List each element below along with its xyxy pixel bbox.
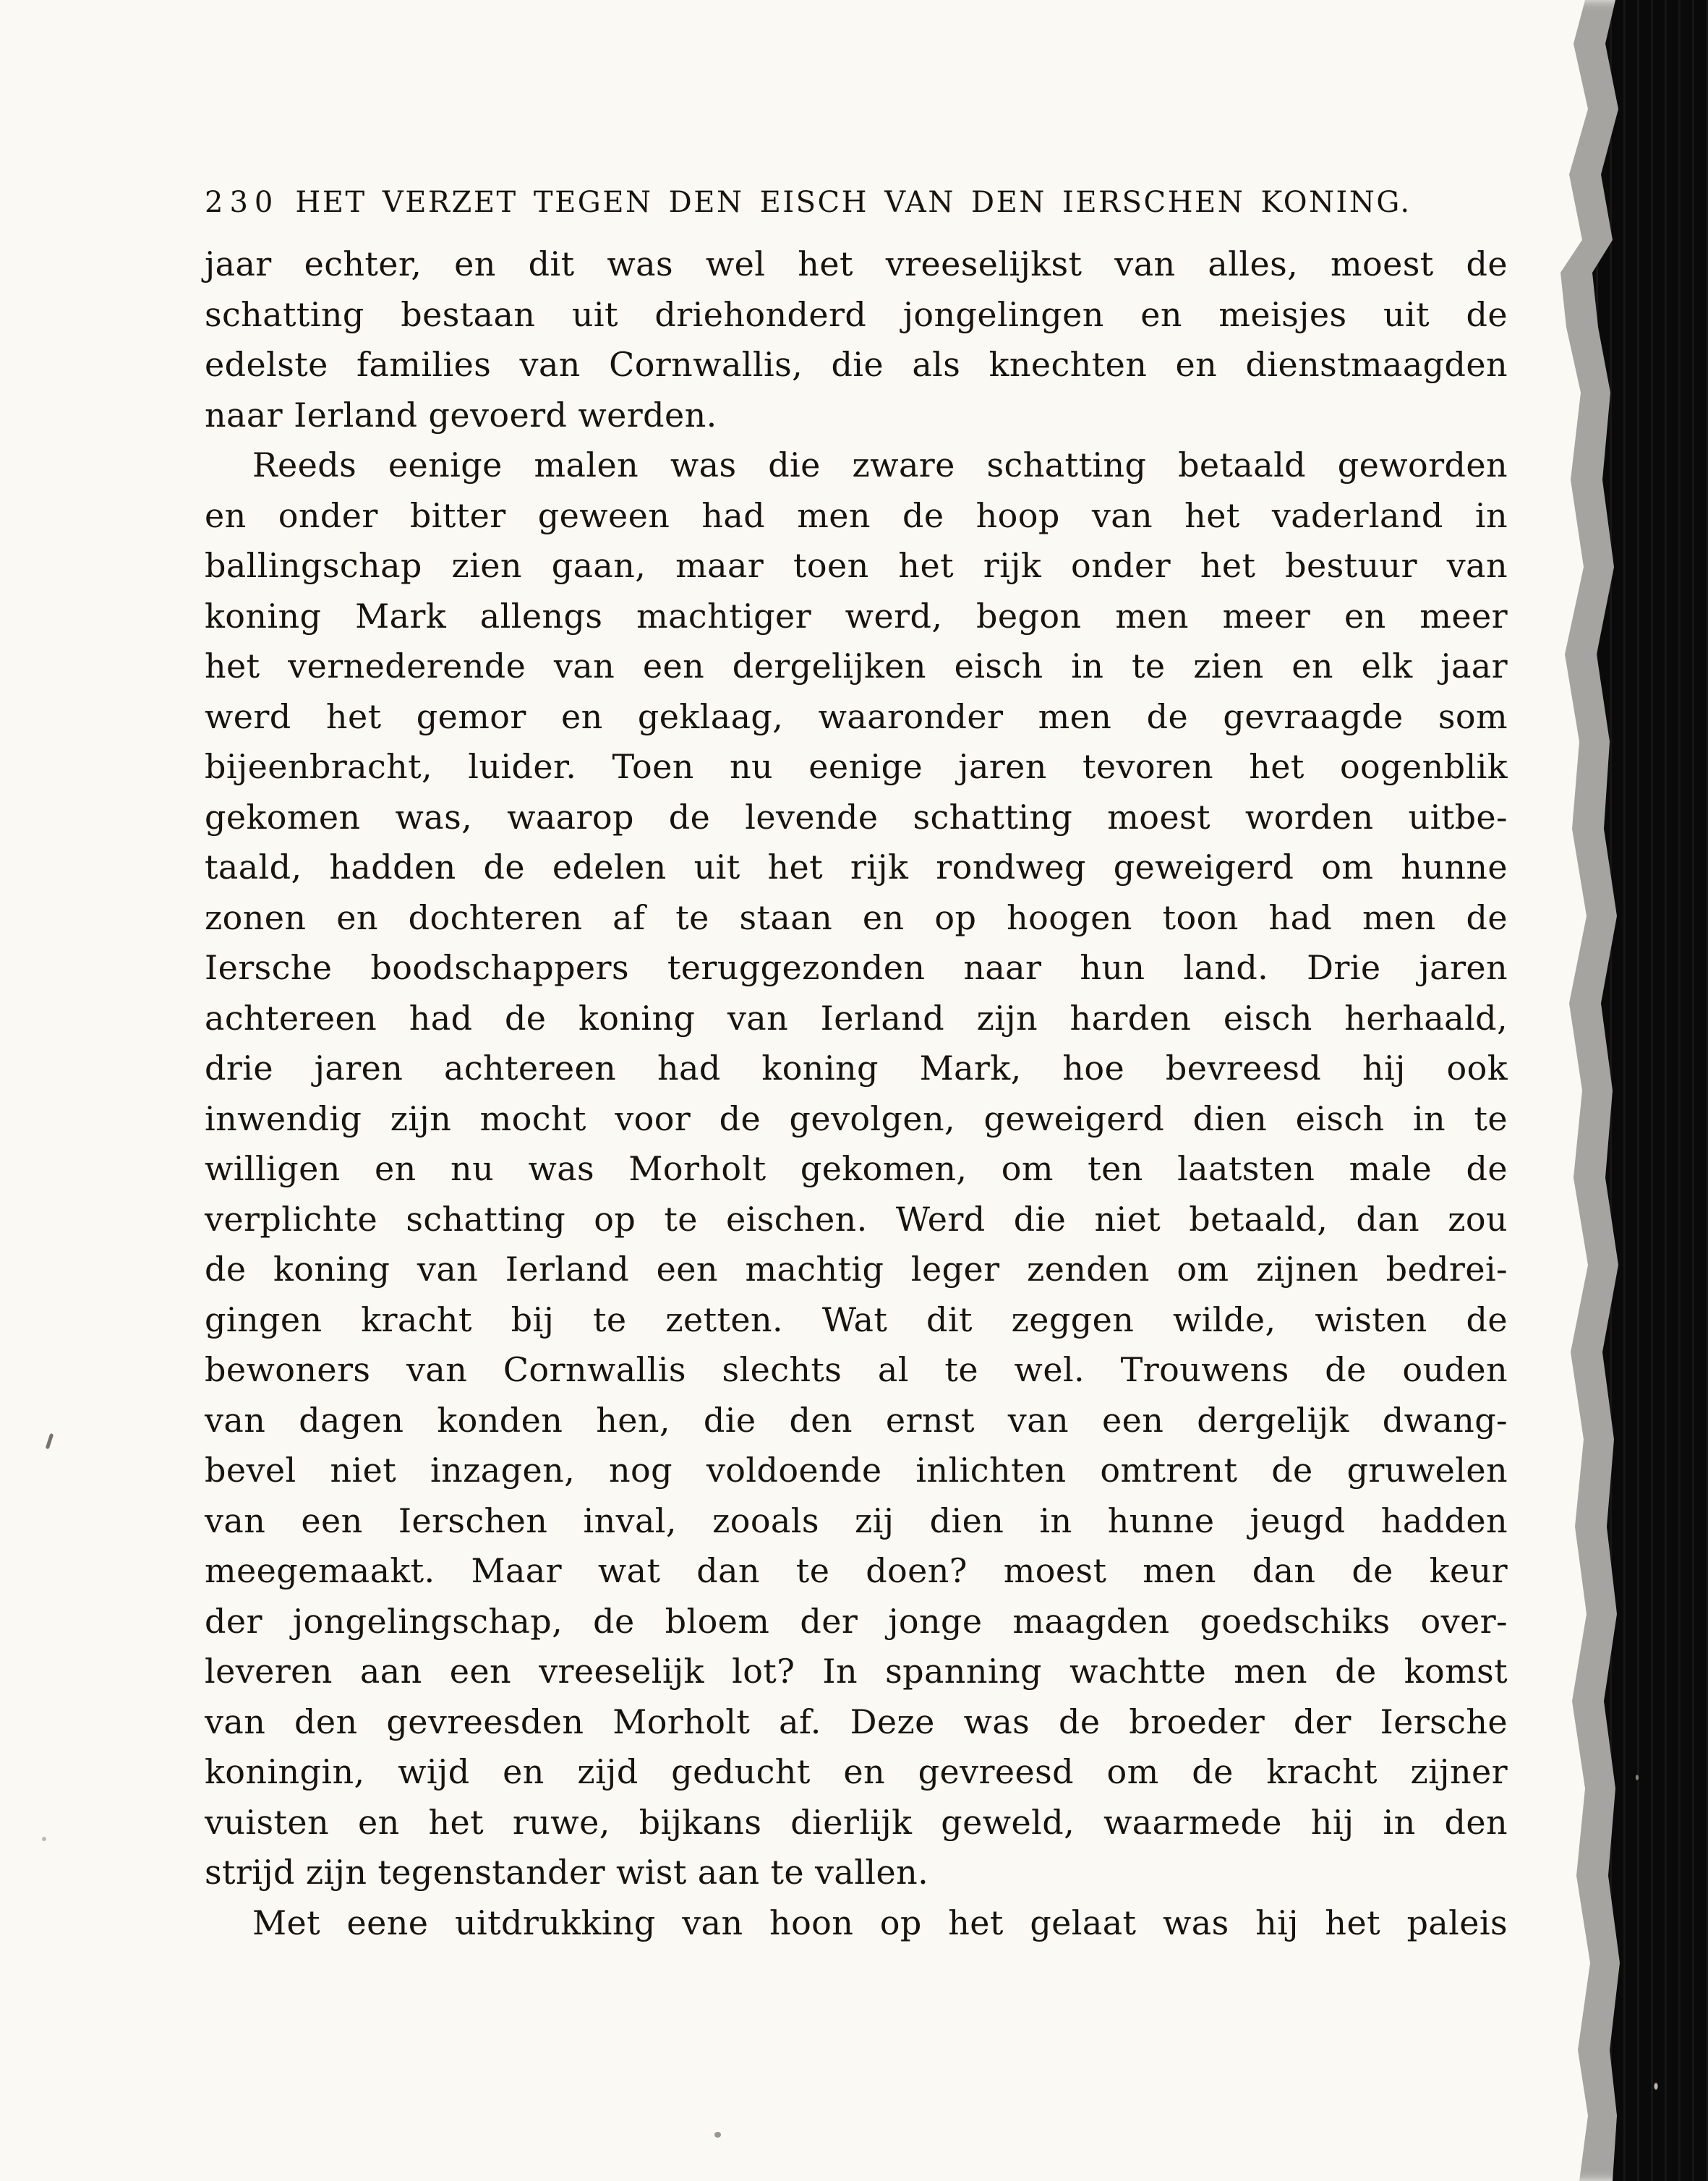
text-line: verplichte schatting op te eischen. Werd die niet betaald, dan zou [205, 1199, 1508, 1239]
text-line: achtereen had de koning van Ierland zijn harden eisch herhaald, [205, 998, 1508, 1038]
text-line: en onder bitter geween had men de hoop van het vaderland in [205, 495, 1508, 535]
page-content [205, 178, 1508, 1948]
text-line: schatting bestaan uit driehonderd jongelingen en meisjes uit de [205, 294, 1508, 334]
text-line: ballingschap zien gaan, maar toen het rijk onder het bestuur van [205, 546, 1508, 585]
text-line: edelste families van Cornwallis, die als knechten en dienstmaagden [205, 345, 1508, 384]
text-line: der jongelingschap, de bloem der jonge maagden goedschiks over- [205, 1601, 1508, 1641]
text-line: strijd zijn tegenstander wist aan te vallen. [205, 1853, 929, 1892]
text-line: van den gevreesden Morholt af. Deze was de broeder der Iersche [205, 1702, 1508, 1741]
text-line: koning Mark allengs machtiger werd, begon men meer en meer [205, 596, 1508, 636]
scan-artifact [714, 2132, 721, 2138]
text-line: inwendig zijn mocht voor de gevolgen, geweigerd dien eisch in te [205, 1098, 1508, 1138]
text-line: jaar echter, en dit was wel het vreeselijkst van alles, moest de [205, 244, 1508, 283]
paragraph [205, 1898, 1508, 1949]
text-line: taald, hadden de edelen uit het rijk rondweg geweigerd om hunne [205, 848, 1508, 887]
text-line: gingen kracht bij te zetten. Wat dit zeggen wilde, wisten de [205, 1299, 1508, 1339]
paragraph [205, 239, 1508, 440]
text-line: bewoners van Cornwallis slechts al te wel. Trouwens de ouden [205, 1350, 1508, 1389]
text-line: leveren aan een vreeselijk lot? In spanning wachtte men de komst [205, 1652, 1508, 1691]
text-body [205, 239, 1508, 1948]
text-line: werd het gemor en geklaag, waaronder men de gevraagde som [205, 696, 1508, 736]
text-line: koningin, wijd en zijd geducht en gevreesd om de kracht zijner [205, 1752, 1508, 1791]
paragraph [205, 440, 1508, 1898]
running-header [205, 178, 1508, 228]
page-number: 230 [205, 186, 280, 219]
scan-artifact [42, 1837, 46, 1841]
header-title: HET VERZET TEGEN DEN EISCH VAN DEN IERSCHEN KONING. [295, 186, 1412, 219]
text-line: Iersche boodschappers teruggezonden naar hun land. Drie jaren [205, 948, 1508, 987]
text-line: bijeenbracht, luider. Toen nu eenige jaren tevoren het oogenblik [205, 747, 1508, 786]
text-line: gekomen was, waarop de levende schatting moest worden uitbe- [205, 797, 1508, 837]
text-line: naar Ierland gevoerd werden. [205, 395, 717, 435]
text-line: zonen en dochteren af te staan en op hoogen toon had men de [205, 897, 1508, 937]
scan-artifact [46, 1433, 54, 1449]
text-line: het vernederende van een dergelijken eisch in te zien en elk jaar [205, 646, 1508, 686]
text-line: drie jaren achtereen had koning Mark, hoe bevreesd hij ook [205, 1049, 1508, 1088]
text-line: van dagen konden hen, die den ernst van een dergelijk dwang- [205, 1400, 1508, 1440]
text-line: meegemaakt. Maar wat dan te doen? moest men dan de keur [205, 1551, 1508, 1590]
text-line: van een Ierschen inval, zooals zij dien in hunne jeugd hadden [205, 1501, 1508, 1540]
text-line: willigen en nu was Morholt gekomen, om ten laatsten male de [205, 1149, 1508, 1188]
text-line: Reeds eenige malen was die zware schatting betaald geworden [252, 445, 1508, 485]
text-line: vuisten en het ruwe, bijkans dierlijk geweld, waarmede hij in den [205, 1802, 1508, 1842]
text-line: de koning van Ierland een machtig leger zenden om zijnen bedrei- [205, 1250, 1508, 1289]
text-line: Met eene uitdrukking van hoon op het gelaat was hij het paleis [252, 1903, 1508, 1942]
text-line: bevel niet inzagen, nog voldoende inlichten omtrent de gruwelen [205, 1451, 1508, 1490]
